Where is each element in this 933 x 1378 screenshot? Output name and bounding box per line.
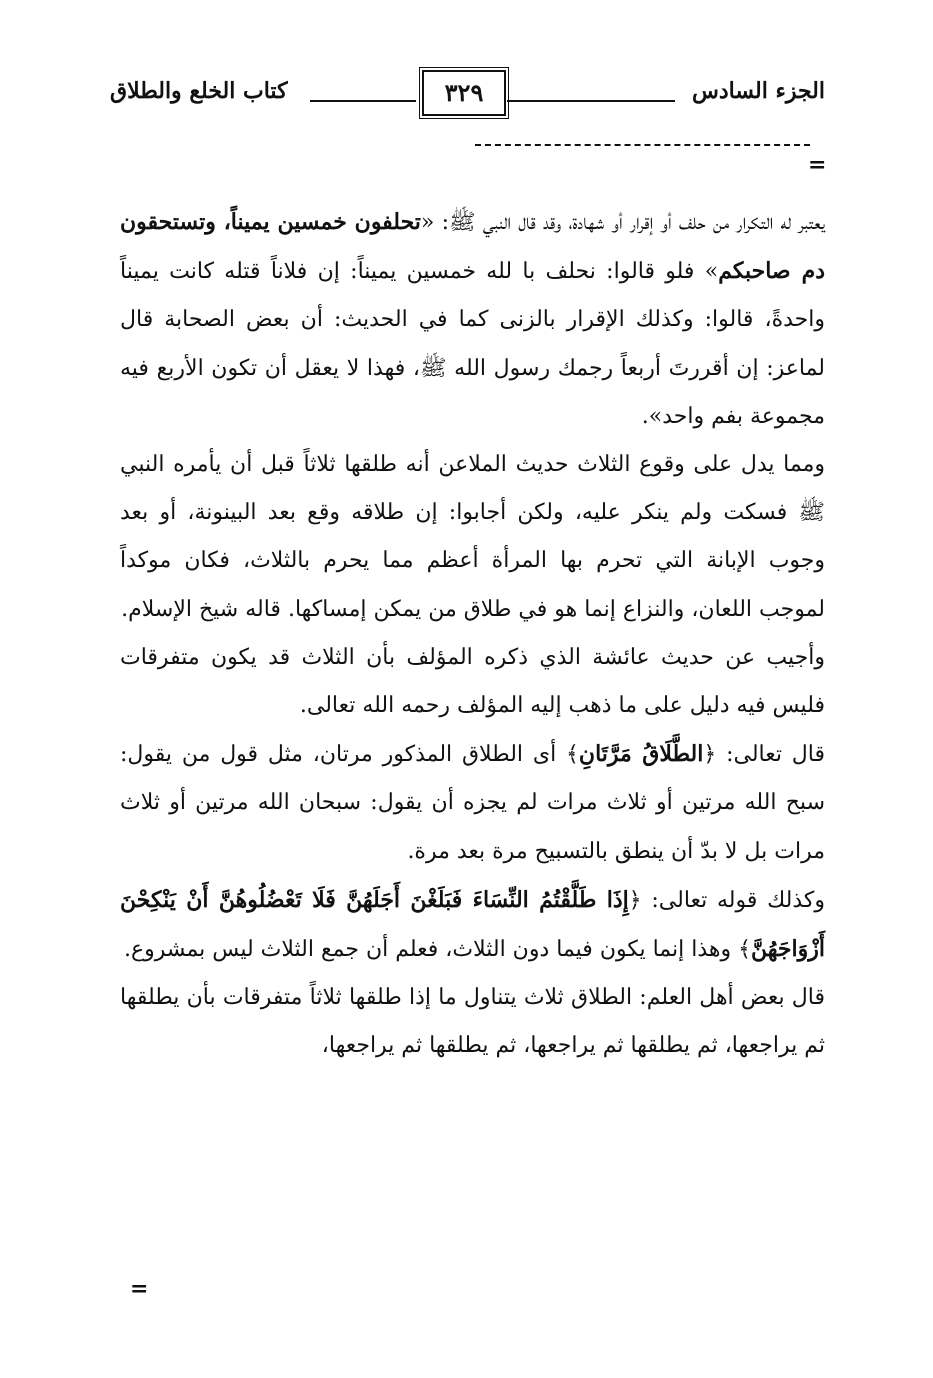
hadith-quote: تحلفون خمسين يميناً، وتستحقون دم صاحبكم bbox=[120, 209, 825, 285]
paragraph-6: قال بعض أهل العلم: الطلاق ثلاث يتناول ما إذا طلقها ثلاثاً متفرقات بأن يطلقها ثم يراجعها، ثم يطلقها ثم يراجعها، ثم يطلقها ثم يراجعها، bbox=[120, 985, 825, 1059]
paragraph-1 bbox=[120, 198, 825, 441]
page-header bbox=[110, 70, 825, 126]
paragraph-3: وأجيب عن حديث عائشة الذي ذكره المؤلف بأن الثلاث قد يكون متفرقات فليس فيه دليل على ما ذهب إليه المؤلف رحمه الله تعالى. bbox=[120, 644, 825, 719]
p4-text-start: قال تعالى: ﴿ bbox=[703, 742, 825, 768]
paragraph-2: ومما يدل على وقوع الثلاث حديث الملاعن أنه طلقها ثلاثاً قبل أن يأمره النبي ﷺ فسكت ولم ينكر عليه، ولكن أجابوا: إن طلاقه وقع بعد البينونة، أو بعد وجوب الإبانة التي تحرم بها المرأة أعظم مما يحرم بالثلاث، فكان موكداً لموجب اللعان، والنزاع إنما هو في طلاق من يمكن إمساكها. قاله شيخ الإسلام. bbox=[120, 452, 825, 622]
quran-verse-1: الطَّلَاقُ مَرَّتَانِ bbox=[578, 741, 704, 768]
page-number: ٣٢٩ bbox=[422, 70, 506, 116]
header-dashed-rule bbox=[475, 144, 810, 146]
header-rule-left bbox=[310, 100, 416, 102]
p5-text-end: ﴾ وهذا إنما يكون فيما دون الثلاث، فعلم أن جمع الثلاث ليس بمشروع. bbox=[123, 937, 752, 963]
p5-text-start: وكذلك قوله تعالى: ﴿ bbox=[628, 887, 825, 913]
p1-text-start: يعتبر له التكرار من حلف أو إقرار أو شهادة، وقد قال النبي ﷺ: « bbox=[420, 210, 825, 235]
book-title: كتاب الخلع والطلاق bbox=[110, 78, 288, 104]
p1-text-end: » فلو قالوا: نحلف با لله خمسين يميناً: إن فلاناً قتله كانت يميناً واحدةً، قالوا: وكذلك الإقرار بالزنى كما في الحديث: أن بعض الصحابة قال لماعز: إن أقررتَ أربعاً رجمك رسول الله ﷺ، فهذا لا يعقل أن تكون الأربع فيه مجموعة بفم واحد». bbox=[120, 259, 825, 429]
volume-label: الجزء السادس bbox=[692, 78, 825, 104]
quran-verse-2: إِذَا طَلَّقْتُمُ النِّسَاءَ فَبَلَغْنَ أَجَلَهُنَّ فَلَا تَعْضُلُوهُنَّ أَنْ يَنْكِحْنَ أَزْوَاجَهُنَّ bbox=[120, 886, 825, 963]
paragraph-5 bbox=[120, 876, 825, 974]
header-separator-mark: = bbox=[808, 152, 827, 178]
header-rule-right bbox=[507, 100, 675, 102]
p4-text-end: ﴾ أى الطلاق المذكور مرتان، مثل قول من يقول: سبح الله مرتين أو ثلاث مرات لم يجزه أن يقول: سبحان الله مرتين أو ثلاث مرات بل لا بدّ أن ينطق بالتسبيح مرة بعد مرة. bbox=[120, 742, 825, 864]
paragraph-4 bbox=[120, 730, 825, 876]
body-text bbox=[120, 198, 825, 1071]
continuation-mark: = bbox=[130, 1276, 149, 1302]
